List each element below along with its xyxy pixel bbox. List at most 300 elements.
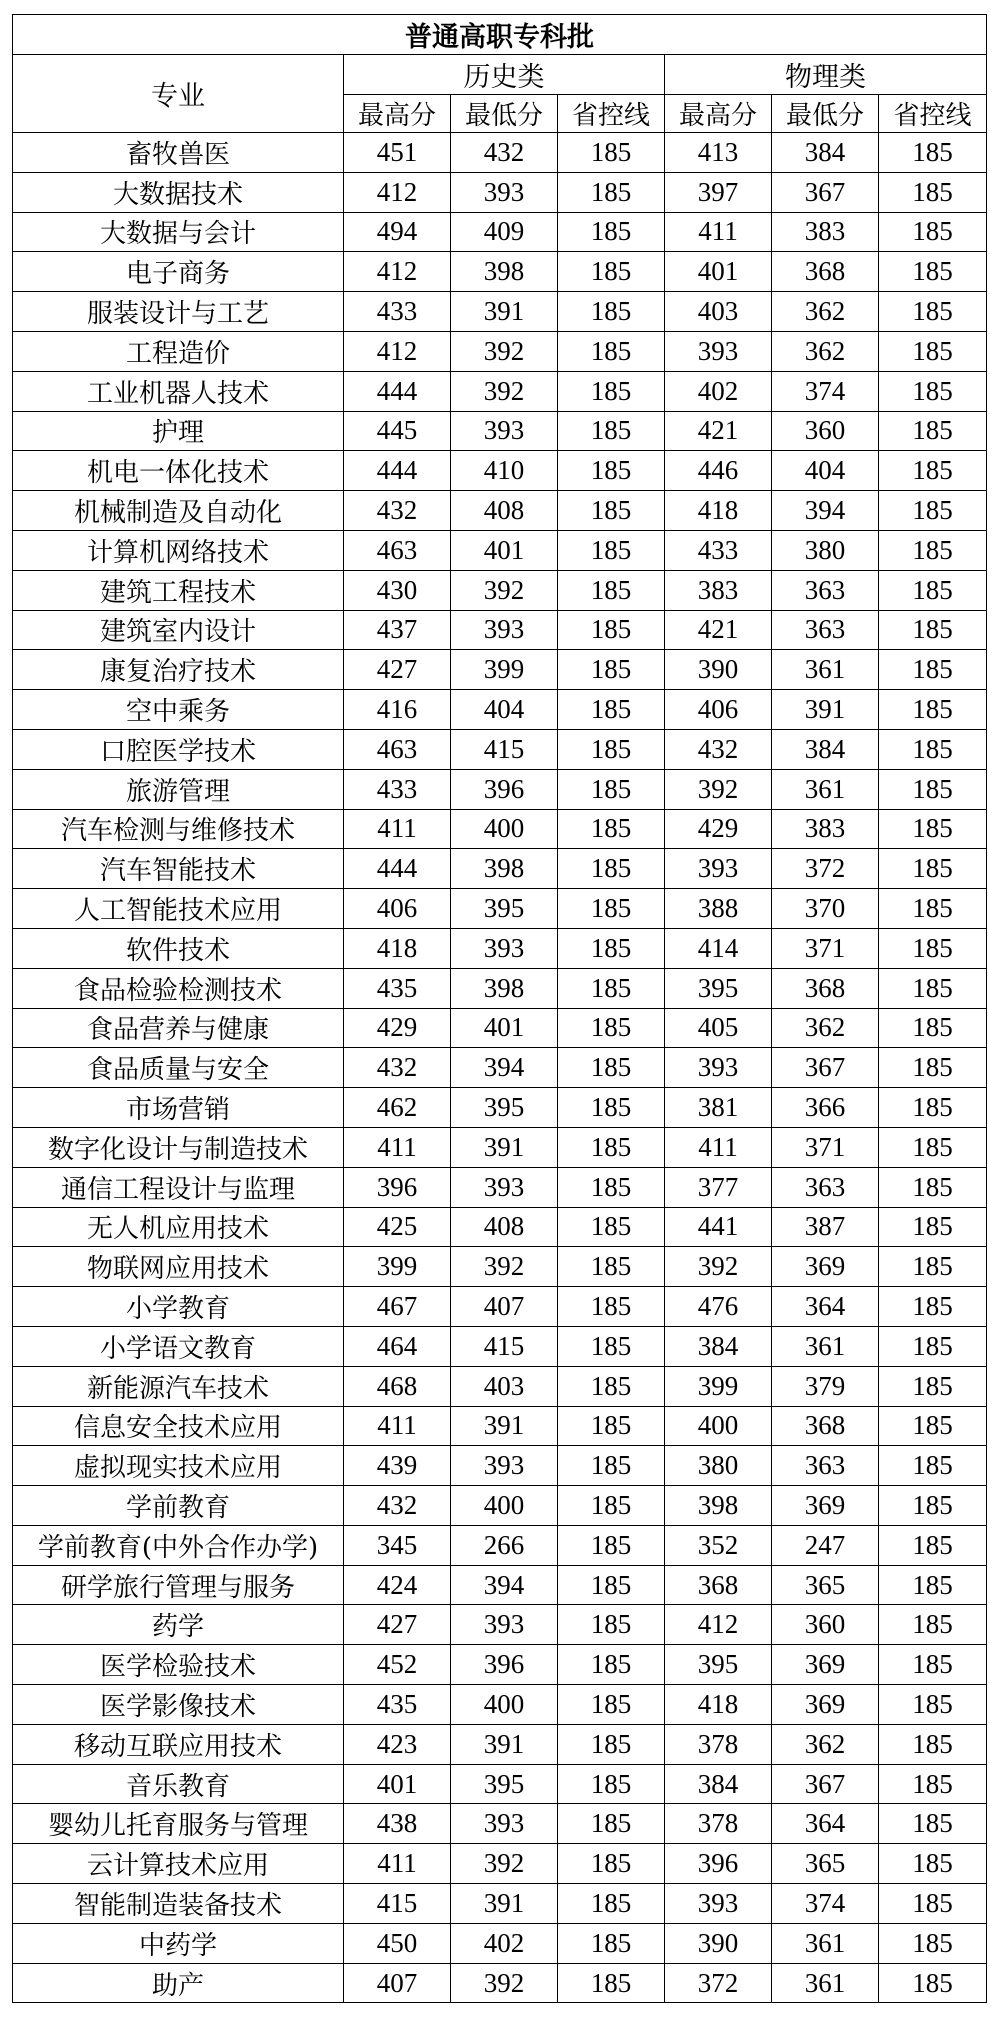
physics-min-score: 394 bbox=[772, 491, 879, 531]
physics-max-score: 418 bbox=[665, 1685, 772, 1725]
physics-control-line-header: 省控线 bbox=[879, 95, 987, 133]
physics-min-score: 361 bbox=[772, 1326, 879, 1366]
physics-control-line: 185 bbox=[879, 849, 987, 889]
table-row bbox=[13, 1923, 987, 1963]
history-max-score: 437 bbox=[344, 610, 451, 650]
major-name: 服装设计与工艺 bbox=[13, 292, 344, 332]
physics-max-score: 399 bbox=[665, 1366, 772, 1406]
physics-control-line: 185 bbox=[879, 411, 987, 451]
history-max-score: 468 bbox=[344, 1366, 451, 1406]
history-max-score: 433 bbox=[344, 769, 451, 809]
physics-max-score: 380 bbox=[665, 1446, 772, 1486]
history-control-line: 185 bbox=[558, 1446, 665, 1486]
history-min-score: 402 bbox=[451, 1923, 558, 1963]
physics-min-score: 374 bbox=[772, 1884, 879, 1924]
history-max-score: 399 bbox=[344, 1247, 451, 1287]
table-row bbox=[13, 252, 987, 292]
physics-max-score: 476 bbox=[665, 1287, 772, 1327]
physics-max-score: 429 bbox=[665, 809, 772, 849]
physics-max-score: 397 bbox=[665, 172, 772, 212]
physics-min-score: 364 bbox=[772, 1804, 879, 1844]
history-max-score: 411 bbox=[344, 809, 451, 849]
history-min-score: 392 bbox=[451, 1963, 558, 2003]
table-row bbox=[13, 1645, 987, 1685]
physics-control-line: 185 bbox=[879, 1008, 987, 1048]
major-name: 大数据技术 bbox=[13, 172, 344, 212]
history-max-score: 429 bbox=[344, 1008, 451, 1048]
history-control-line: 185 bbox=[558, 371, 665, 411]
physics-max-score: 405 bbox=[665, 1008, 772, 1048]
physics-max-score: 403 bbox=[665, 292, 772, 332]
history-min-score: 400 bbox=[451, 809, 558, 849]
table-row bbox=[13, 849, 987, 889]
history-min-score: 401 bbox=[451, 530, 558, 570]
physics-control-line: 185 bbox=[879, 1645, 987, 1685]
physics-control-line: 185 bbox=[879, 530, 987, 570]
major-name: 中药学 bbox=[13, 1923, 344, 1963]
physics-min-score: 369 bbox=[772, 1247, 879, 1287]
history-min-score: 396 bbox=[451, 769, 558, 809]
table-row bbox=[13, 1088, 987, 1128]
table-row bbox=[13, 650, 987, 690]
physics-control-line: 185 bbox=[879, 650, 987, 690]
history-min-score: 398 bbox=[451, 252, 558, 292]
physics-min-score: 362 bbox=[772, 1724, 879, 1764]
history-min-score: 393 bbox=[451, 172, 558, 212]
physics-min-score: 374 bbox=[772, 371, 879, 411]
physics-min-score: 361 bbox=[772, 1923, 879, 1963]
physics-control-line: 185 bbox=[879, 1963, 987, 2003]
physics-max-score: 378 bbox=[665, 1724, 772, 1764]
physics-control-line: 185 bbox=[879, 1326, 987, 1366]
history-min-score: 393 bbox=[451, 610, 558, 650]
history-control-line: 185 bbox=[558, 769, 665, 809]
physics-control-line: 185 bbox=[879, 1804, 987, 1844]
physics-min-score: 361 bbox=[772, 769, 879, 809]
major-name: 机械制造及自动化 bbox=[13, 491, 344, 531]
physics-control-line: 185 bbox=[879, 729, 987, 769]
physics-min-score: 363 bbox=[772, 1446, 879, 1486]
physics-control-line: 185 bbox=[879, 1724, 987, 1764]
physics-min-score: 367 bbox=[772, 1048, 879, 1088]
history-max-score: 412 bbox=[344, 172, 451, 212]
physics-control-line: 185 bbox=[879, 133, 987, 173]
history-max-score: 464 bbox=[344, 1326, 451, 1366]
physics-min-score: 361 bbox=[772, 1963, 879, 2003]
score-table-container bbox=[12, 14, 986, 2003]
table-row bbox=[13, 491, 987, 531]
history-min-score: 407 bbox=[451, 1287, 558, 1327]
table-row bbox=[13, 1008, 987, 1048]
major-name: 食品检验检测技术 bbox=[13, 968, 344, 1008]
history-min-score: 391 bbox=[451, 1884, 558, 1924]
physics-control-line: 185 bbox=[879, 1207, 987, 1247]
history-min-score: 393 bbox=[451, 1167, 558, 1207]
physics-control-line: 185 bbox=[879, 570, 987, 610]
score-table bbox=[12, 14, 987, 2003]
history-min-score: 395 bbox=[451, 1088, 558, 1128]
major-name: 研学旅行管理与服务 bbox=[13, 1565, 344, 1605]
history-min-score: 403 bbox=[451, 1366, 558, 1406]
history-control-line: 185 bbox=[558, 1565, 665, 1605]
history-control-line: 185 bbox=[558, 1048, 665, 1088]
history-control-line: 185 bbox=[558, 1605, 665, 1645]
table-row bbox=[13, 371, 987, 411]
major-name: 学前教育 bbox=[13, 1486, 344, 1526]
physics-min-score: 369 bbox=[772, 1486, 879, 1526]
history-control-line: 185 bbox=[558, 1167, 665, 1207]
table-row bbox=[13, 1565, 987, 1605]
table-row bbox=[13, 530, 987, 570]
physics-control-line: 185 bbox=[879, 1685, 987, 1725]
history-min-score: 394 bbox=[451, 1048, 558, 1088]
physics-min-score: 363 bbox=[772, 610, 879, 650]
history-max-score: 345 bbox=[344, 1525, 451, 1565]
major-name: 小学教育 bbox=[13, 1287, 344, 1327]
physics-max-score: 393 bbox=[665, 331, 772, 371]
physics-min-score: 383 bbox=[772, 212, 879, 252]
history-min-score: 393 bbox=[451, 1446, 558, 1486]
physics-control-line: 185 bbox=[879, 371, 987, 411]
table-row bbox=[13, 1287, 987, 1327]
history-max-score: 450 bbox=[344, 1923, 451, 1963]
major-name: 食品营养与健康 bbox=[13, 1008, 344, 1048]
history-min-score: 400 bbox=[451, 1685, 558, 1725]
major-name: 新能源汽车技术 bbox=[13, 1366, 344, 1406]
physics-control-line: 185 bbox=[879, 292, 987, 332]
physics-max-score: 398 bbox=[665, 1486, 772, 1526]
table-row bbox=[13, 690, 987, 730]
history-control-line-header: 省控线 bbox=[558, 95, 665, 133]
physics-min-score: 387 bbox=[772, 1207, 879, 1247]
physics-control-line: 185 bbox=[879, 1446, 987, 1486]
history-control-line: 185 bbox=[558, 1326, 665, 1366]
history-max-score: 452 bbox=[344, 1645, 451, 1685]
major-name: 药学 bbox=[13, 1605, 344, 1645]
history-control-line: 185 bbox=[558, 650, 665, 690]
table-row bbox=[13, 1486, 987, 1526]
history-max-score: 432 bbox=[344, 491, 451, 531]
physics-control-line: 185 bbox=[879, 1088, 987, 1128]
history-min-score: 408 bbox=[451, 1207, 558, 1247]
physics-max-score: 392 bbox=[665, 1247, 772, 1287]
major-name: 移动互联应用技术 bbox=[13, 1724, 344, 1764]
table-row bbox=[13, 331, 987, 371]
history-min-score: 391 bbox=[451, 1724, 558, 1764]
major-column-header: 专业 bbox=[13, 55, 344, 133]
history-max-score: 415 bbox=[344, 1884, 451, 1924]
physics-min-score: 367 bbox=[772, 1764, 879, 1804]
history-control-line: 185 bbox=[558, 1884, 665, 1924]
major-name: 电子商务 bbox=[13, 252, 344, 292]
table-row bbox=[13, 1167, 987, 1207]
physics-min-score: 368 bbox=[772, 968, 879, 1008]
history-control-line: 185 bbox=[558, 1247, 665, 1287]
physics-control-line: 185 bbox=[879, 1406, 987, 1446]
history-min-score: 404 bbox=[451, 690, 558, 730]
major-name: 助产 bbox=[13, 1963, 344, 2003]
physics-min-score: 361 bbox=[772, 650, 879, 690]
history-min-score: 392 bbox=[451, 1844, 558, 1884]
history-max-score: 444 bbox=[344, 849, 451, 889]
physics-max-score: 432 bbox=[665, 729, 772, 769]
history-max-score: 463 bbox=[344, 530, 451, 570]
major-name: 汽车检测与维修技术 bbox=[13, 809, 344, 849]
history-max-score: 444 bbox=[344, 451, 451, 491]
physics-max-score: 393 bbox=[665, 1884, 772, 1924]
physics-min-score: 369 bbox=[772, 1645, 879, 1685]
physics-max-score: 433 bbox=[665, 530, 772, 570]
history-control-line: 185 bbox=[558, 252, 665, 292]
history-control-line: 185 bbox=[558, 1486, 665, 1526]
table-row bbox=[13, 1326, 987, 1366]
history-min-score: 432 bbox=[451, 133, 558, 173]
physics-min-score: 368 bbox=[772, 252, 879, 292]
table-row bbox=[13, 729, 987, 769]
major-name: 物联网应用技术 bbox=[13, 1247, 344, 1287]
physics-min-score: 368 bbox=[772, 1406, 879, 1446]
history-control-line: 185 bbox=[558, 1406, 665, 1446]
history-max-score: 411 bbox=[344, 1844, 451, 1884]
history-max-score: 439 bbox=[344, 1446, 451, 1486]
history-max-score: 430 bbox=[344, 570, 451, 610]
history-max-score: 427 bbox=[344, 1605, 451, 1645]
history-min-score: 399 bbox=[451, 650, 558, 690]
history-max-score: 423 bbox=[344, 1724, 451, 1764]
major-name: 医学检验技术 bbox=[13, 1645, 344, 1685]
major-name: 工程造价 bbox=[13, 331, 344, 371]
history-max-score: 412 bbox=[344, 252, 451, 292]
history-max-score: 401 bbox=[344, 1764, 451, 1804]
table-row bbox=[13, 1048, 987, 1088]
table-title: 普通高职专科批 bbox=[13, 15, 987, 55]
history-control-line: 185 bbox=[558, 570, 665, 610]
history-max-score: 396 bbox=[344, 1167, 451, 1207]
physics-control-line: 185 bbox=[879, 690, 987, 730]
table-row bbox=[13, 133, 987, 173]
physics-control-line: 185 bbox=[879, 610, 987, 650]
physics-max-score: 412 bbox=[665, 1605, 772, 1645]
physics-min-score: 384 bbox=[772, 133, 879, 173]
history-max-score: 451 bbox=[344, 133, 451, 173]
physics-max-score: 393 bbox=[665, 849, 772, 889]
history-max-score: 407 bbox=[344, 1963, 451, 2003]
physics-control-line: 185 bbox=[879, 1923, 987, 1963]
physics-min-score: 363 bbox=[772, 570, 879, 610]
history-max-score: 462 bbox=[344, 1088, 451, 1128]
history-max-score: 444 bbox=[344, 371, 451, 411]
physics-control-line: 185 bbox=[879, 1486, 987, 1526]
physics-max-score: 446 bbox=[665, 451, 772, 491]
physics-min-score: 362 bbox=[772, 331, 879, 371]
physics-control-line: 185 bbox=[879, 1048, 987, 1088]
physics-max-score: 421 bbox=[665, 411, 772, 451]
physics-max-score: 368 bbox=[665, 1565, 772, 1605]
history-max-score: 418 bbox=[344, 928, 451, 968]
history-control-line: 185 bbox=[558, 928, 665, 968]
table-row bbox=[13, 451, 987, 491]
history-min-score: 391 bbox=[451, 1127, 558, 1167]
history-min-score: 266 bbox=[451, 1525, 558, 1565]
table-row bbox=[13, 1963, 987, 2003]
history-control-line: 185 bbox=[558, 1685, 665, 1725]
table-body bbox=[13, 133, 987, 2003]
history-min-score: 410 bbox=[451, 451, 558, 491]
major-name: 市场营销 bbox=[13, 1088, 344, 1128]
history-max-score: 416 bbox=[344, 690, 451, 730]
history-max-score: 435 bbox=[344, 1685, 451, 1725]
physics-min-score: 247 bbox=[772, 1525, 879, 1565]
history-max-score: 463 bbox=[344, 729, 451, 769]
history-control-line: 185 bbox=[558, 1645, 665, 1685]
physics-min-score: 360 bbox=[772, 411, 879, 451]
history-min-score: 415 bbox=[451, 1326, 558, 1366]
history-max-header: 最高分 bbox=[344, 95, 451, 133]
history-min-score: 395 bbox=[451, 1764, 558, 1804]
physics-max-score: 393 bbox=[665, 1048, 772, 1088]
physics-min-score: 391 bbox=[772, 690, 879, 730]
physics-max-score: 352 bbox=[665, 1525, 772, 1565]
history-max-score: 432 bbox=[344, 1048, 451, 1088]
physics-min-score: 363 bbox=[772, 1167, 879, 1207]
history-control-line: 185 bbox=[558, 1963, 665, 2003]
physics-control-line: 185 bbox=[879, 1366, 987, 1406]
major-name: 康复治疗技术 bbox=[13, 650, 344, 690]
table-row bbox=[13, 1724, 987, 1764]
table-row bbox=[13, 1685, 987, 1725]
history-min-score: 398 bbox=[451, 849, 558, 889]
major-name: 通信工程设计与监理 bbox=[13, 1167, 344, 1207]
physics-max-score: 384 bbox=[665, 1326, 772, 1366]
physics-control-line: 185 bbox=[879, 1287, 987, 1327]
physics-min-header: 最低分 bbox=[772, 95, 879, 133]
physics-min-score: 371 bbox=[772, 1127, 879, 1167]
physics-control-line: 185 bbox=[879, 451, 987, 491]
history-max-score: 412 bbox=[344, 331, 451, 371]
table-row bbox=[13, 809, 987, 849]
major-name: 智能制造装备技术 bbox=[13, 1884, 344, 1924]
table-row bbox=[13, 1525, 987, 1565]
table-row bbox=[13, 570, 987, 610]
physics-min-score: 365 bbox=[772, 1565, 879, 1605]
history-max-score: 467 bbox=[344, 1287, 451, 1327]
history-control-line: 185 bbox=[558, 133, 665, 173]
history-control-line: 185 bbox=[558, 530, 665, 570]
physics-group-header: 物理类 bbox=[665, 55, 987, 95]
group-header-row bbox=[13, 55, 987, 95]
history-min-score: 415 bbox=[451, 729, 558, 769]
history-control-line: 185 bbox=[558, 451, 665, 491]
physics-max-score: 400 bbox=[665, 1406, 772, 1446]
physics-max-score: 390 bbox=[665, 650, 772, 690]
table-row bbox=[13, 1207, 987, 1247]
major-name: 旅游管理 bbox=[13, 769, 344, 809]
physics-max-score: 406 bbox=[665, 690, 772, 730]
major-name: 建筑室内设计 bbox=[13, 610, 344, 650]
history-max-score: 424 bbox=[344, 1565, 451, 1605]
physics-min-score: 364 bbox=[772, 1287, 879, 1327]
history-control-line: 185 bbox=[558, 212, 665, 252]
table-row bbox=[13, 1446, 987, 1486]
physics-control-line: 185 bbox=[879, 172, 987, 212]
history-control-line: 185 bbox=[558, 729, 665, 769]
major-name: 学前教育(中外合作办学) bbox=[13, 1525, 344, 1565]
history-control-line: 185 bbox=[558, 491, 665, 531]
physics-max-score: 411 bbox=[665, 212, 772, 252]
major-name: 畜牧兽医 bbox=[13, 133, 344, 173]
table-row bbox=[13, 769, 987, 809]
history-min-score: 392 bbox=[451, 331, 558, 371]
major-name: 工业机器人技术 bbox=[13, 371, 344, 411]
major-name: 建筑工程技术 bbox=[13, 570, 344, 610]
physics-min-score: 366 bbox=[772, 1088, 879, 1128]
table-row bbox=[13, 1764, 987, 1804]
history-min-score: 408 bbox=[451, 491, 558, 531]
history-max-score: 406 bbox=[344, 889, 451, 929]
history-control-line: 185 bbox=[558, 849, 665, 889]
history-min-score: 391 bbox=[451, 1406, 558, 1446]
table-row bbox=[13, 968, 987, 1008]
history-max-score: 445 bbox=[344, 411, 451, 451]
physics-control-line: 185 bbox=[879, 1525, 987, 1565]
physics-control-line: 185 bbox=[879, 212, 987, 252]
table-row bbox=[13, 1844, 987, 1884]
history-max-score: 411 bbox=[344, 1127, 451, 1167]
major-name: 护理 bbox=[13, 411, 344, 451]
physics-min-score: 404 bbox=[772, 451, 879, 491]
table-row bbox=[13, 1366, 987, 1406]
physics-min-score: 384 bbox=[772, 729, 879, 769]
history-group-header: 历史类 bbox=[344, 55, 665, 95]
major-name: 大数据与会计 bbox=[13, 212, 344, 252]
physics-max-score: 390 bbox=[665, 1923, 772, 1963]
history-max-score: 425 bbox=[344, 1207, 451, 1247]
history-min-score: 400 bbox=[451, 1486, 558, 1526]
physics-control-line: 185 bbox=[879, 1605, 987, 1645]
table-row bbox=[13, 1406, 987, 1446]
table-row bbox=[13, 928, 987, 968]
history-min-score: 392 bbox=[451, 1247, 558, 1287]
physics-control-line: 185 bbox=[879, 968, 987, 1008]
physics-max-score: 381 bbox=[665, 1088, 772, 1128]
major-name: 医学影像技术 bbox=[13, 1685, 344, 1725]
physics-max-score: 395 bbox=[665, 968, 772, 1008]
history-min-score: 392 bbox=[451, 570, 558, 610]
history-control-line: 185 bbox=[558, 809, 665, 849]
table-row bbox=[13, 212, 987, 252]
physics-min-score: 383 bbox=[772, 809, 879, 849]
table-row bbox=[13, 889, 987, 929]
table-row bbox=[13, 1884, 987, 1924]
physics-min-score: 362 bbox=[772, 292, 879, 332]
history-control-line: 185 bbox=[558, 610, 665, 650]
physics-control-line: 185 bbox=[879, 1764, 987, 1804]
physics-control-line: 185 bbox=[879, 331, 987, 371]
major-name: 机电一体化技术 bbox=[13, 451, 344, 491]
history-min-score: 391 bbox=[451, 292, 558, 332]
physics-min-score: 369 bbox=[772, 1685, 879, 1725]
title-row bbox=[13, 15, 987, 55]
physics-min-score: 367 bbox=[772, 172, 879, 212]
physics-max-score: 383 bbox=[665, 570, 772, 610]
history-control-line: 185 bbox=[558, 1287, 665, 1327]
table-row bbox=[13, 1247, 987, 1287]
history-control-line: 185 bbox=[558, 968, 665, 1008]
history-max-score: 438 bbox=[344, 1804, 451, 1844]
physics-control-line: 185 bbox=[879, 1884, 987, 1924]
physics-max-score: 414 bbox=[665, 928, 772, 968]
physics-control-line: 185 bbox=[879, 1167, 987, 1207]
